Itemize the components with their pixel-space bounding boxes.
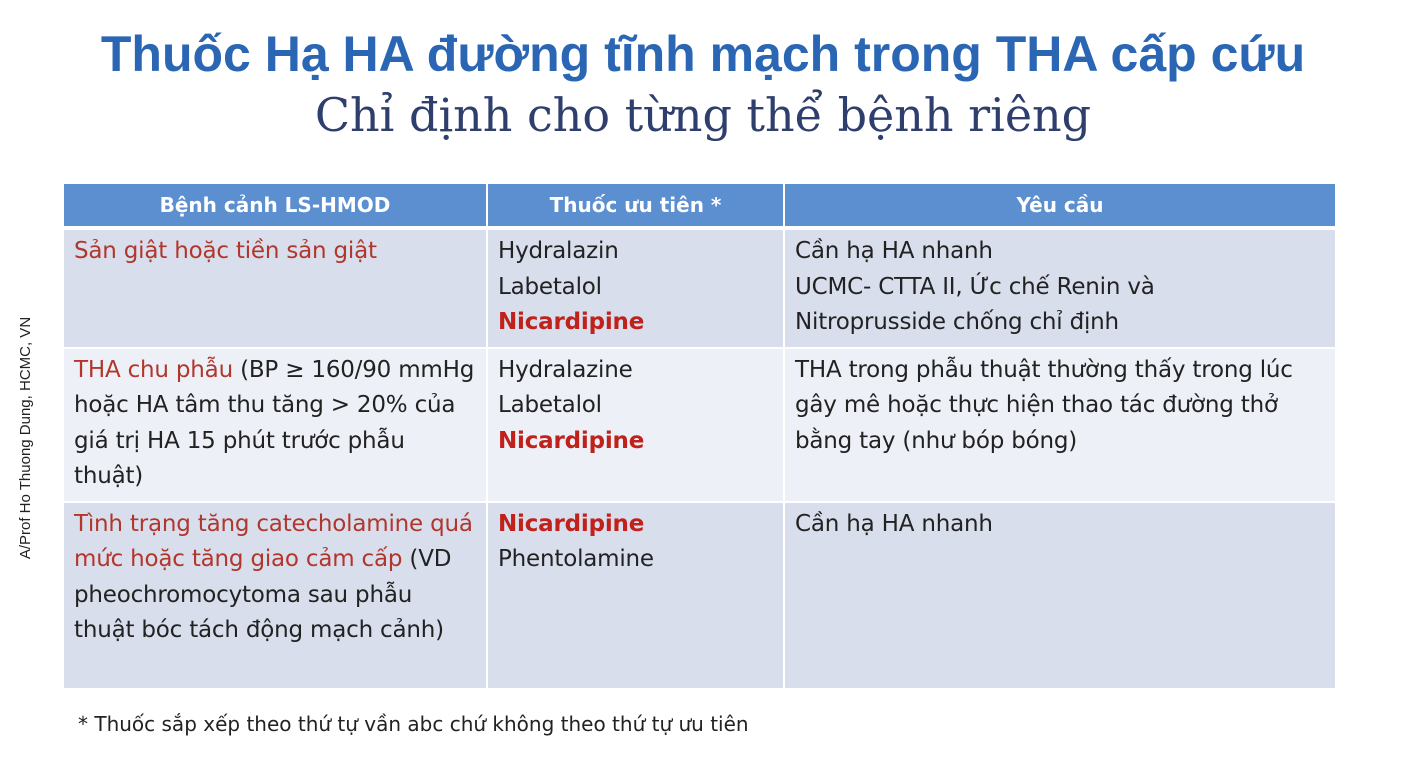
condition-cell bbox=[64, 502, 487, 688]
drug-item: Labetalol bbox=[498, 392, 602, 418]
drug-item: Hydralazin bbox=[498, 238, 619, 264]
requirement-cell bbox=[784, 228, 1335, 348]
drug-cell bbox=[487, 348, 784, 502]
indication-table bbox=[64, 184, 1335, 688]
header-condition: Bệnh cảnh LS-HMOD bbox=[64, 184, 487, 228]
drug-item: Hydralazine bbox=[498, 356, 633, 383]
requirement-line: Cần hạ HA nhanh bbox=[795, 510, 993, 537]
requirement-cell bbox=[784, 348, 1335, 502]
requirement-line: gây mê hoặc thực hiện thao tác đường thở bbox=[795, 392, 1278, 418]
drug-item: Labetalol bbox=[498, 273, 602, 300]
requirement-line: Cần hạ HA nhanh bbox=[795, 238, 993, 264]
requirement-line: Nitroprusside chống chỉ định bbox=[795, 309, 1119, 335]
table-header-row bbox=[64, 184, 1335, 228]
condition-name: THA chu phẫu bbox=[74, 356, 233, 383]
condition-detail: (BP ≥ 160/90 mmHg hoặc HA tâm thu tăng > 20% của giá trị HA 15 phút trước phẫu thuật) bbox=[74, 356, 475, 489]
requirement-cell bbox=[784, 502, 1335, 688]
slide-subtitle: Chỉ định cho từng thể bệnh riêng bbox=[314, 88, 1092, 142]
table-row bbox=[64, 228, 1335, 348]
condition-name: Sản giật hoặc tiền sản giật bbox=[74, 238, 377, 264]
drug-item-highlight: Nicardipine bbox=[498, 427, 645, 454]
condition-detail: (VD pheochromocytoma sau phẫu thuật bóc tách động mạch cảnh) bbox=[74, 546, 452, 643]
footnote: * Thuốc sắp xếp theo thứ tự vần abc chứ không theo thứ tự ưu tiên bbox=[78, 712, 749, 736]
header-requirement: Yêu cầu bbox=[784, 184, 1335, 228]
condition-cell bbox=[64, 228, 487, 348]
side-credit: A/Prof Ho Thuong Dung, HCMC, VN bbox=[17, 316, 34, 560]
requirement-line: THA trong phẫu thuật thường thấy trong lúc bbox=[795, 356, 1293, 383]
table-row bbox=[64, 502, 1335, 688]
drug-cell bbox=[487, 502, 784, 688]
requirement-line: bằng tay (như bóp bóng) bbox=[795, 427, 1078, 454]
drug-item: Phentolamine bbox=[498, 546, 654, 572]
condition-cell bbox=[64, 348, 487, 502]
drug-item-highlight: Nicardipine bbox=[498, 309, 645, 335]
requirement-line: UCMC- CTTA II, Ức chế Renin và bbox=[795, 273, 1155, 300]
table-row bbox=[64, 348, 1335, 502]
condition-name: Tình trạng tăng catecholamine quá mức hoặc tăng giao cảm cấp bbox=[74, 510, 473, 572]
header-drug: Thuốc ưu tiên * bbox=[487, 184, 784, 228]
slide-title: Thuốc Hạ HA đường tĩnh mạch trong THA cấp cứu bbox=[100, 26, 1306, 82]
drug-cell bbox=[487, 228, 784, 348]
drug-item-highlight: Nicardipine bbox=[498, 510, 645, 537]
